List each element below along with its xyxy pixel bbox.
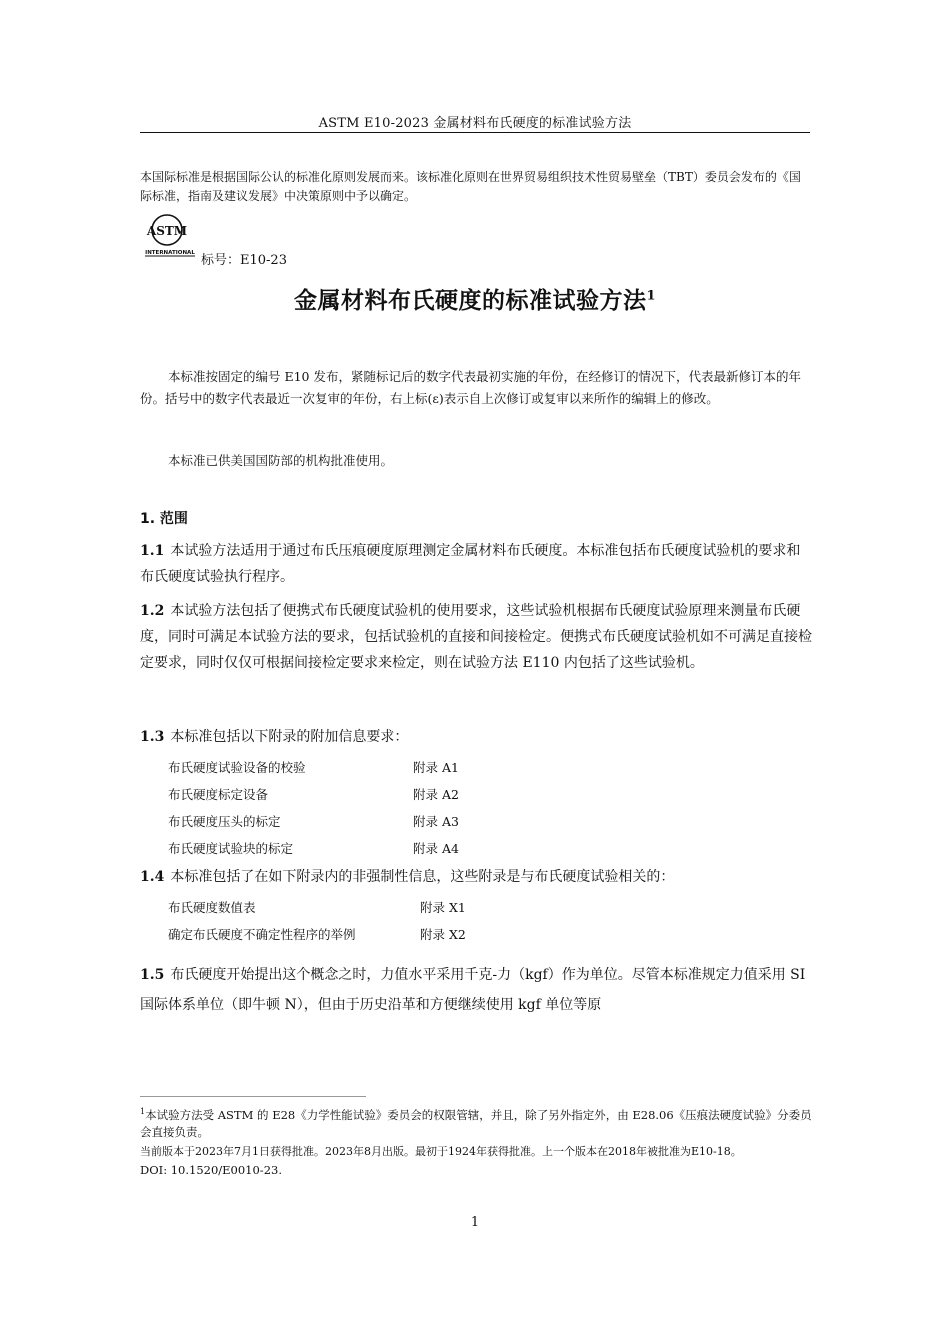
clause-text: 本标准包括以下附录的附加信息要求： xyxy=(170,729,409,745)
preamble-paragraph-2: 本标准已供美国国防部的机构批准使用。 xyxy=(168,453,394,468)
clause-number: 1.3 xyxy=(140,729,165,745)
annex-ref: 附录 A3 xyxy=(413,814,459,829)
astm-logo xyxy=(143,212,197,258)
annex-item: 布氏硬度数值表 xyxy=(168,900,256,915)
footnote-doi: DOI: 10.1520/E0010-23. xyxy=(140,1163,282,1177)
annex-ref: 附录 X2 xyxy=(420,927,466,942)
annex-row xyxy=(168,839,459,857)
annex-item: 布氏硬度试验块的标定 xyxy=(168,841,294,856)
annex-row xyxy=(168,785,459,803)
annex-ref: 附录 X1 xyxy=(420,900,466,915)
clause-1-1 xyxy=(140,538,812,590)
preamble-paragraph-1: 本标准按固定的编号 E10 发布，紧随标记后的数字代表最初实施的年份，在经修订的情况下，代表最新修订本的年份。括号中的数字代表最近一次复审的年份，右上标(ε)表示自上次修订或复审以来所作的编辑上的修改。 xyxy=(140,369,801,406)
clause-text: 本试验方法适用于通过布氏压痕硬度原理测定金属材料布氏硬度。本标准包括布氏硬度试验机的要求和布氏硬度试验执行程序。 xyxy=(140,543,801,585)
annex-row xyxy=(168,812,459,830)
section-heading: 1. 范围 xyxy=(140,511,188,527)
clause-number: 1.4 xyxy=(140,869,165,885)
annex-ref: 附录 A2 xyxy=(413,787,459,802)
clause-number: 1.2 xyxy=(140,603,165,619)
footnote-mark: 1 xyxy=(140,1107,146,1116)
title-text: 金属材料布氏硬度的标准试验方法 xyxy=(293,288,647,314)
clause-1-5 xyxy=(140,960,812,1020)
annex-item: 布氏硬度压头的标定 xyxy=(168,814,281,829)
intro-notice: 本国际标准是根据国际公认的标准化原则发展而来。该标准化原则在世界贸易组织技术性贸易壁垒（TBT）委员会发布的《国际标准，指南及建议发展》中决策原则中予以确定。 xyxy=(140,170,801,203)
footnote-approval: 当前版本于2023年7月1日获得批准。2023年8月出版。最初于1924年获得批准。上一个版本在2018年被批准为E10-18。 xyxy=(140,1145,742,1158)
clause-1-3 xyxy=(140,724,812,750)
document-title xyxy=(140,282,810,315)
clause-text: 布氏硬度开始提出这个概念之时，力值水平采用千克-力（kgf）作为单位。尽管本标准规定力值采用 SI 国际体系单位（即牛顿 N），但由于历史沿革和方便继续使用 kgf 单位等原 xyxy=(140,967,806,1013)
annex-row xyxy=(168,758,459,776)
footnote-rule xyxy=(140,1096,366,1097)
clause-text: 本标准包括了在如下附录内的非强制性信息，这些附录是与布氏硬度试验相关的： xyxy=(170,869,675,885)
clause-1-4 xyxy=(140,864,812,890)
annex-ref: 附录 A1 xyxy=(413,760,459,775)
annex-row xyxy=(168,898,466,916)
annex-item: 布氏硬度试验设备的校验 xyxy=(168,760,306,775)
page-number: 1 xyxy=(470,1215,480,1230)
annex-ref: 附录 A4 xyxy=(413,841,459,856)
footnote-text: 本试验方法受 ASTM 的 E28《力学性能试验》委员会的权限管辖，并且，除了另外指定外，由 E28.06《压痕法硬度试验》分委员会直接负责。 xyxy=(140,1107,812,1139)
running-header: ASTM E10-2023 金属材料布氏硬度的标准试验方法 xyxy=(318,116,632,131)
designation: 标号：E10-23 xyxy=(201,253,287,268)
footnote-1 xyxy=(140,1103,820,1141)
svg-text:ASTM: ASTM xyxy=(146,224,188,238)
header-rule xyxy=(140,132,810,133)
annex-item: 布氏硬度标定设备 xyxy=(168,787,269,802)
annex-item: 确定布氏硬度不确定性程序的举例 xyxy=(168,927,356,942)
clause-1-2 xyxy=(140,598,812,676)
clause-number: 1.1 xyxy=(140,543,165,559)
clause-text: 本试验方法包括了便携式布氏硬度试验机的使用要求，这些试验机根据布氏硬度试验原理来测量布氏硬度，同时可满足本试验方法的要求，包括试验机的直接和间接检定。便携式布氏硬度试验机如不可满足直接检定要求，同时仅仅可根据间接检定要求来检定，则在试验方法 E110 内包括了这些试验机。 xyxy=(140,603,812,671)
title-footnote-mark: 1 xyxy=(646,288,657,304)
svg-text:INTERNATIONAL: INTERNATIONAL xyxy=(145,250,195,256)
clause-number: 1.5 xyxy=(140,967,165,983)
annex-row xyxy=(168,925,466,943)
